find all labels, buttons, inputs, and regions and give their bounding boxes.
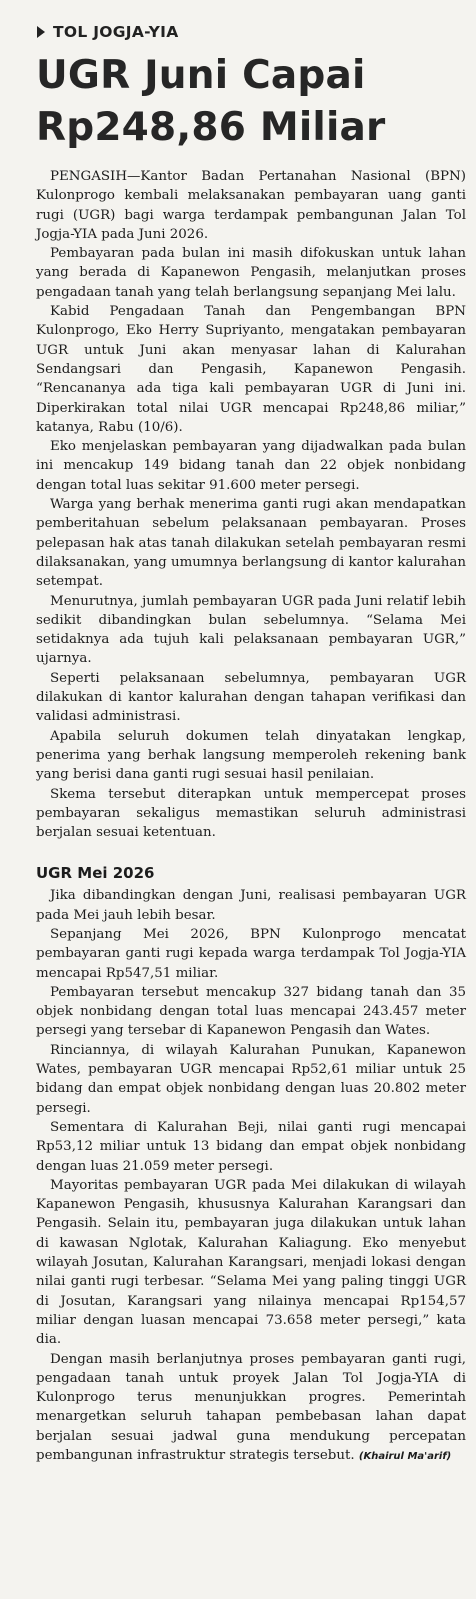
closing-paragraph (36, 1350, 466, 1467)
paragraph: Rinciannya, di wilayah Kalurahan Punukan, Kapanewon Wates, pembayaran UGR mencapai Rp52,61 miliar untuk 25 bidang dan empat objek nonbidang dengan luas 20.802 meter persegi. (36, 1042, 466, 1116)
paragraph: Warga yang berhak menerima ganti rugi akan mendapatkan pemberitahuan sebelum pelaksanaan pembayaran. Proses pelepasan hak atas tanah dilakukan setelah pembayaran resmi dilaksanakan, yang umumnya berlangsung di kantor kalurahan setempat. (36, 497, 466, 590)
paragraph: Pembayaran tersebut mencakup 327 bidang tanah dan 35 objek nonbidang dengan total luas mencapai 243.457 meter persegi yang tersebar di Kapanewon Pengasih dan Wates. (36, 984, 466, 1039)
paragraph: Skema tersebut diterapkan untuk mempercepat proses pembayaran sekaligus memastikan seluruh administrasi berjalan sesuai ketentuan. (36, 786, 466, 841)
paragraph: Sementara di Kalurahan Beji, nilai ganti rugi mencapai Rp53,12 miliar untuk 13 bidang dan empat objek nonbidang dengan luas 21.059 meter persegi. (36, 1119, 466, 1174)
headline-line-2: Rp248,86 Miliar (36, 105, 386, 150)
paragraph: Apabila seluruh dokumen telah dinyatakan lengkap, penerima yang berhak langsung memperoleh rekening bank yang berisi dana ganti rugi sesuai hasil penilaian. (36, 728, 466, 783)
kicker-text: TOL JOGJA-YIA (53, 23, 179, 41)
paragraph: Eko menjelaskan pembayaran yang dijadwalkan pada bulan ini mencakup 149 bidang tanah dan 22 objek nonbidang dengan total luas sekitar 91.600 meter persegi. (36, 439, 466, 493)
paragraph: Menurutnya, jumlah pembayaran UGR pada Juni relatif lebih sedikit dibandingkan bulan sebelumnya. “Selama Mei setidaknya ada tujuh kali pelaksanaan pembayaran UGR,” ujarnya. (36, 593, 466, 667)
article-body (36, 167, 466, 1466)
paragraph: PENGASIH—Kantor Badan Pertanahan Nasional (BPN) Kulonprogo kembali melaksanakan pembayaran uang ganti rugi (UGR) bagi warga terdampak pembangunan Jalan Tol Jogja-YIA pada Juni 2026. (36, 169, 466, 242)
paragraph: Seperti pelaksanaan sebelumnya, pembayaran UGR dilakukan di kantor kalurahan dengan tahapan verifikasi dan validasi administrasi. (36, 670, 466, 725)
headline-line-1: UGR Juni Capai (36, 53, 366, 98)
triangle-bullet-icon (37, 26, 45, 38)
rubric-kicker (37, 23, 179, 41)
headline (36, 50, 466, 154)
paragraph: Jika dibandingkan dengan Juni, realisasi pembayaran UGR pada Mei jauh lebih besar. (36, 888, 466, 923)
author-credit: (Khairul Ma'arif) (358, 1451, 452, 1462)
closing-paragraph-text: Dengan masih berlanjutnya proses pembayaran ganti rugi, pengadaan tanah untuk proyek Jalan Tol Jogja-YIA di Kulonprogo terus menunjukkan progres. Pemerintah menargetkan seluruh tahapan pembebasan lahan dapat berjalan sesuai jadwal guna mendukung percepatan pembangunan infrastruktur strategis tersebut. (36, 1351, 466, 1463)
paragraph: Sepanjang Mei 2026, BPN Kulonprogo mencatat pembayaran ganti rugi kepada warga terdampak Tol Jogja-YIA mencapai Rp547,51 miliar. (36, 926, 466, 981)
paragraph: Pembayaran pada bulan ini masih difokuskan untuk lahan yang berada di Kapanewon Pengasih, melanjutkan proses pengadaan tanah yang telah berlangsung sepanjang Mei lalu. (36, 246, 466, 300)
paragraph: Kabid Pengadaan Tanah dan Pengembangan BPN Kulonprogo, Eko Herry Supriyanto, mengatakan pembayaran UGR untuk Juni akan menyasar lahan di Kalurahan Sendangsari dan Pengasih, Kapanewon Pengasih. “Rencananya ada tiga kali pembayaran UGR di Juni ini. Diperkirakan total nilai UGR mencapai Rp248,86 miliar,” katanya, Rabu (10/6). (36, 304, 466, 435)
section-subhead: UGR Mei 2026 (36, 864, 155, 883)
paragraph: Mayoritas pembayaran UGR pada Mei dilakukan di wilayah Kapanewon Pengasih, khususnya Kalurahan Karangsari dan Pengasih. Selain itu, pembayaran juga dilakukan untuk lahan di kawasan Nglotak, Kalurahan Kaliagung. Eko menyebut wilayah Josutan, Kalurahan Karangsari, menjadi lokasi dengan nilai ganti rugi terbesar. “Selama Mei yang paling tinggi UGR di Josutan, Karangsari yang nilainya mencapai Rp154,57 miliar dengan luasan mencapai 73.658 meter persegi,” kata dia. (36, 1177, 466, 1348)
